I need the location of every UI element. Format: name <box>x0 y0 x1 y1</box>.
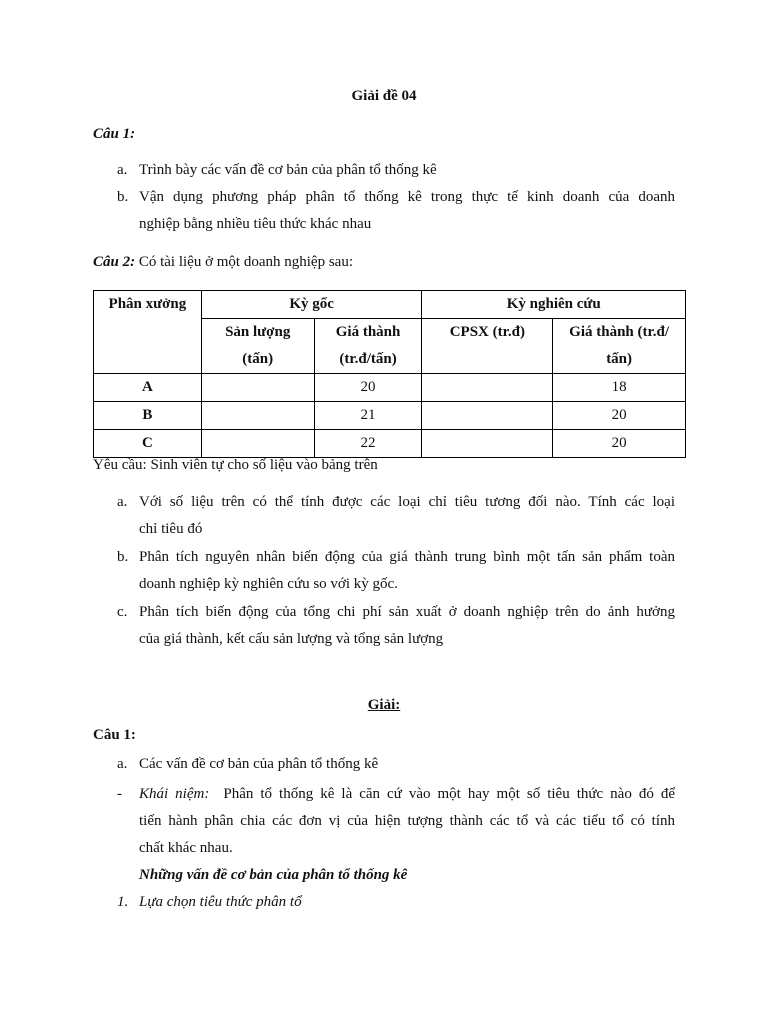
header-ky-goc: Kỳ gốc <box>201 291 422 319</box>
concept-line-continued: tiến hành phân chia các đơn vị của hiện tượng thành các tổ và các tiểu tổ có tính <box>139 813 675 829</box>
dash-marker: - <box>117 786 122 802</box>
cell-san-luong <box>201 430 314 458</box>
cell-gia-thanh-goc: 21 <box>314 402 422 430</box>
solution-heading: Giải: <box>367 697 401 713</box>
list-marker: 1. <box>117 894 129 910</box>
concept-line-continued: chất khác nhau. <box>139 840 233 856</box>
header-gia-thanh-nc-line1: Giá thành (tr.đ/ <box>569 324 670 340</box>
header-gia-thanh-nc <box>553 319 686 374</box>
question-2-intro: Có tài liệu ở một doanh nghiệp sau: <box>138 254 353 270</box>
question-1-label: Câu 1: <box>93 126 136 142</box>
row-name: B <box>94 402 202 430</box>
list-marker: c. <box>117 604 128 620</box>
cell-gia-thanh-nc: 20 <box>553 402 686 430</box>
list-marker: b. <box>117 549 129 565</box>
header-gia-thanh-goc-line2: (tr.đ/tấn) <box>339 351 397 367</box>
header-gia-thanh-goc <box>314 319 422 374</box>
list-item-continued: của giá thành, kết cấu sản lượng và tổng sản lượng <box>139 631 444 647</box>
list-item-continued: doanh nghiệp kỳ nghiên cứu so với kỳ gốc. <box>139 576 398 592</box>
cell-gia-thanh-goc: 22 <box>314 430 422 458</box>
header-san-luong <box>201 319 314 374</box>
header-san-luong-line2: (tấn) <box>242 351 274 367</box>
question-2-line <box>93 254 353 271</box>
list-marker: b. <box>117 189 129 205</box>
list-item-continued: nghiệp bằng nhiều tiêu thức khác nhau <box>139 216 372 232</box>
list-item: Với số liệu trên có thể tính được các loại chỉ tiêu tương đối nào. Tính các loại <box>139 494 675 510</box>
cell-cpsx <box>422 374 553 402</box>
cell-gia-thanh-goc: 20 <box>314 374 422 402</box>
row-name: C <box>94 430 202 458</box>
list-marker: a. <box>117 756 128 772</box>
row-name: A <box>94 374 202 402</box>
list-item: Trình bày các vấn đề cơ bản của phân tổ thống kê <box>139 162 437 178</box>
requirement-text: Yêu cầu: Sinh viên tự cho số liệu vào bảng trên <box>93 457 378 473</box>
list-item-continued: chỉ tiêu đó <box>139 521 203 537</box>
solution-item-a: Các vấn đề cơ bản của phân tổ thống kê <box>139 756 379 772</box>
cell-san-luong <box>201 402 314 430</box>
concept-text: Phân tổ thống kê là căn cứ vào một hay một số tiêu thức nào đó để <box>223 786 676 802</box>
header-phan-xuong: Phân xưởng <box>94 291 202 374</box>
concept-line <box>139 786 675 803</box>
data-table <box>93 290 686 458</box>
header-san-luong-line1: Sản lượng <box>225 324 291 340</box>
list-item: Phân tích biến động của tổng chi phí sản xuất ở doanh nghiệp trên do ảnh hưởng <box>139 604 675 620</box>
point-1: Lựa chọn tiêu thức phân tổ <box>139 894 302 910</box>
cell-cpsx <box>422 430 553 458</box>
list-item: Vận dụng phương pháp phân tổ thống kê trong thực tế kinh doanh của doanh <box>139 189 675 205</box>
header-cpsx: CPSX (tr.đ) <box>422 319 553 374</box>
list-item: Phân tích nguyên nhân biến động của giá thành trung bình một tấn sản phẩm toàn <box>139 549 675 565</box>
solution-question-1-label: Câu 1: <box>93 727 136 743</box>
list-marker: a. <box>117 494 128 510</box>
cell-san-luong <box>201 374 314 402</box>
table-row <box>94 402 686 430</box>
question-2-label: Câu 2: <box>93 254 136 270</box>
table-row <box>94 374 686 402</box>
concept-label: Khái niệm: <box>139 786 210 802</box>
cell-gia-thanh-nc: 18 <box>553 374 686 402</box>
cell-cpsx <box>422 402 553 430</box>
table-row <box>94 430 686 458</box>
header-ky-nghien-cuu: Kỳ nghiên cứu <box>422 291 686 319</box>
header-gia-thanh-nc-line2: tấn) <box>606 351 633 367</box>
cell-gia-thanh-nc: 20 <box>553 430 686 458</box>
page-title: Giải đề 04 <box>351 88 417 104</box>
subheading: Những vấn đề cơ bản của phân tổ thống kê <box>139 867 408 883</box>
list-marker: a. <box>117 162 128 178</box>
header-gia-thanh-goc-line1: Giá thành <box>335 324 401 340</box>
